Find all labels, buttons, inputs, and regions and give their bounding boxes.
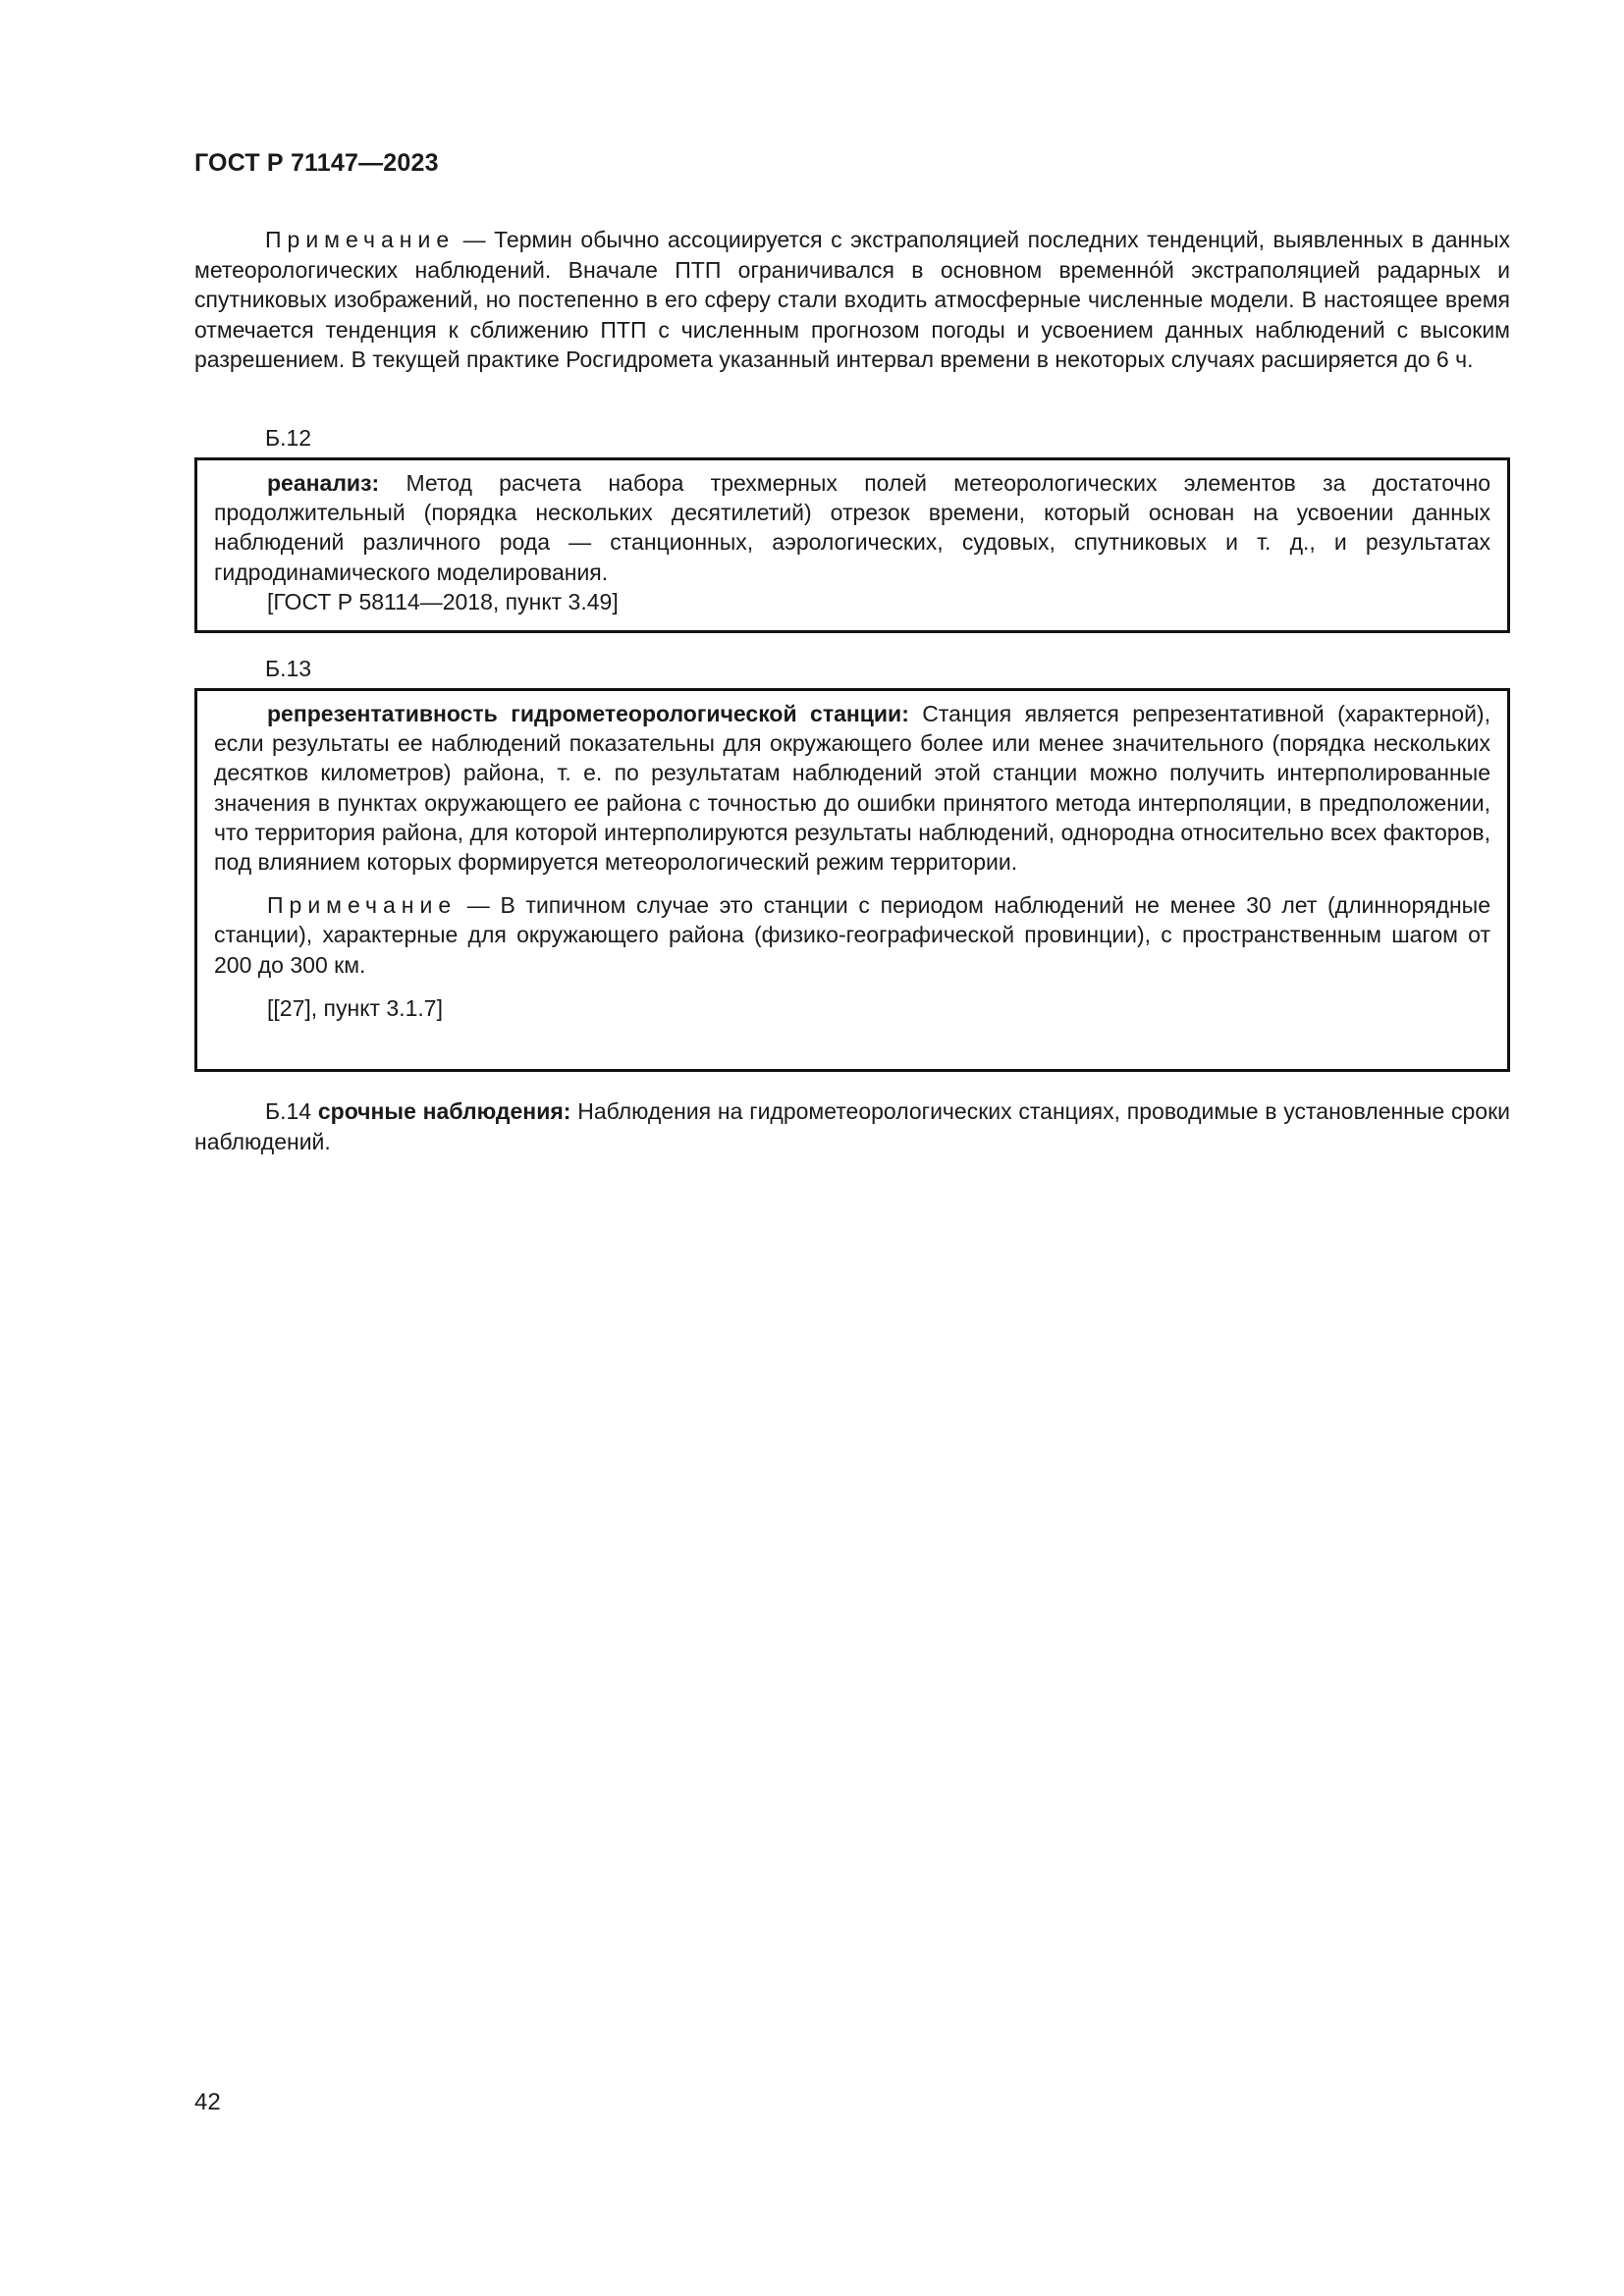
definition-box-b13 bbox=[194, 688, 1510, 1072]
document-header: ГОСТ Р 71147—2023 bbox=[194, 149, 439, 177]
definition-b14-text-wrap bbox=[194, 1096, 1510, 1156]
source-b13: [[27], пункт 3.1.7] bbox=[267, 994, 443, 1021]
note-b13-text: — В типичном случае это станции с периодом наблюдений не менее 30 лет (длиннорядные станции), характерные для окружающего района (физико-географической провинции), с пространственным шагом от 200 до 300 км. bbox=[214, 892, 1490, 978]
term-b12: реанализ: bbox=[267, 470, 380, 496]
definition-b14-text: Наблюдения на гидрометеорологических станциях, проводимые в установленные сроки наблюдений. bbox=[194, 1098, 1510, 1154]
definition-b12 bbox=[214, 468, 1490, 587]
note-body: — Термин обычно ассоциируется с экстраполяцией последних тенденций, выявленных в данных метеорологических наблюдений. Вначале ПТП ограничивался в основном временнóй экстраполяцией радарных и спутниковых изображений, но постепенно в его сферу стали входить атмосферные численные модели. В настоящее время отмечается тенденция к сближению ПТП с численным прогнозом погоды и усвоением данных наблюдений с высоким разрешением. В текущей практике Росгидромета указанный интервал времени в некоторых случаях расширяется до 6 ч. bbox=[194, 227, 1510, 372]
definition-b13-text: Станция является репрезентативной (характерной), если результаты ее наблюдений показательны для окружающего более или менее значительного (порядка нескольких десятков километров) района, т. е. по результатам наблюдений этой станции можно получить интерполированные значения в пунктах окружающего ее района с точностью до ошибки принятого метода интерполяции, в предположении, что территория района, для которой интерполируются результаты наблюдений, однородна относительно всех факторов, под влиянием которых формируется метеорологический режим территории. bbox=[214, 701, 1490, 876]
note-label: Примечание bbox=[265, 227, 456, 252]
page-number: 42 bbox=[194, 2089, 221, 2115]
note-b13-label: Примечание bbox=[267, 892, 458, 919]
definition-b13 bbox=[214, 699, 1490, 877]
section-number-b14: Б.14 bbox=[265, 1098, 318, 1124]
section-number-b12: Б.12 bbox=[265, 425, 312, 451]
definition-b12-text: Метод расчета набора трехмерных полей метеорологических элементов за достаточно продолжительный (порядка нескольких десятилетий) отрезок времени, который основан на усвоении данных наблюдений различного рода — станционных, аэрологических, судовых, спутниковых и т. д., и результатах гидродинамического моделирования. bbox=[214, 470, 1490, 585]
section-number-b13: Б.13 bbox=[265, 656, 312, 681]
definition-b14 bbox=[194, 1096, 1510, 1156]
definition-box-b12 bbox=[194, 457, 1510, 633]
note-paragraph bbox=[194, 225, 1510, 375]
term-b13: репрезентативность гидрометеорологической станции: bbox=[267, 701, 909, 726]
term-b14: срочные наблюдения: bbox=[317, 1098, 571, 1124]
note-b13 bbox=[214, 890, 1490, 980]
source-b12: [ГОСТ Р 58114—2018, пункт 3.49] bbox=[267, 588, 619, 614]
note-text bbox=[194, 225, 1510, 375]
